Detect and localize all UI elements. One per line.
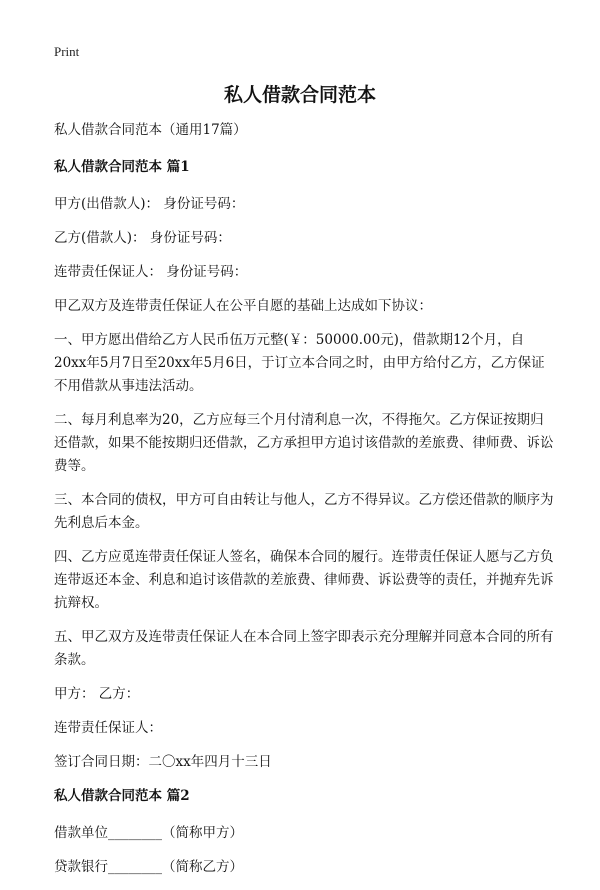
clause-3: 三、本合同的债权，甲方可自由转让与他人，乙方不得异议。乙方偿还借款的顺序为先利息后本金。 [54, 492, 554, 531]
clause-4: 四、乙方应觅连带责任保证人签名，确保本合同的履行。连带责任保证人愿与乙方负连带返还本金、利息和追讨该借款的差旅费、律师费、诉讼费等的责任，并抛弃先诉抗辩权。 [54, 549, 554, 611]
borrower-unit-line: 借款单位________（简称甲方） [54, 825, 243, 841]
guarantor-line: 连带责任保证人： 身份证号码： [54, 264, 248, 280]
section-heading-1: 私人借款合同范本 篇1 [54, 159, 190, 175]
lender-bank-line: 贷款银行________（简称乙方） [54, 859, 243, 875]
signature-parties: 甲方： 乙方： [54, 686, 140, 702]
document-subtitle: 私人借款合同范本（通用17篇） [54, 122, 247, 138]
signature-guarantor: 连带责任保证人： [54, 720, 162, 736]
section-heading-2: 私人借款合同范本 篇2 [54, 788, 190, 804]
print-link[interactable]: Print [54, 44, 80, 59]
clause-1: 一、甲方愿出借给乙方人民币伍万元整(￥：50000.00元)，借款期12个月，自20xx年5月7日至20xx年5月6日，于订立本合同之时，由甲方给付乙方，乙方保证不用借款从事违法活动。 [54, 332, 545, 394]
clause-2: 二、每月利息率为20，乙方应每三个月付清利息一次，不得拖欠。乙方保证按期归还借款，如果不能按期归还借款，乙方承担甲方追讨该借款的差旅费、律师费、诉讼费等。 [54, 412, 554, 474]
agreement-intro: 甲乙双方及连带责任保证人在公平自愿的基础上达成如下协议： [54, 298, 432, 314]
party-a-line: 甲方(出借款人)： 身份证号码： [54, 196, 245, 212]
document-title: 私人借款合同范本 [223, 84, 376, 106]
signing-date: 签订合同日期：二〇xx年四月十三日 [54, 754, 272, 770]
clause-5: 五、甲乙双方及连带责任保证人在本合同上签字即表示充分理解并同意本合同的所有条款。 [54, 629, 554, 668]
party-b-line: 乙方(借款人)： 身份证号码： [54, 230, 231, 246]
document-body [54, 119, 554, 890]
